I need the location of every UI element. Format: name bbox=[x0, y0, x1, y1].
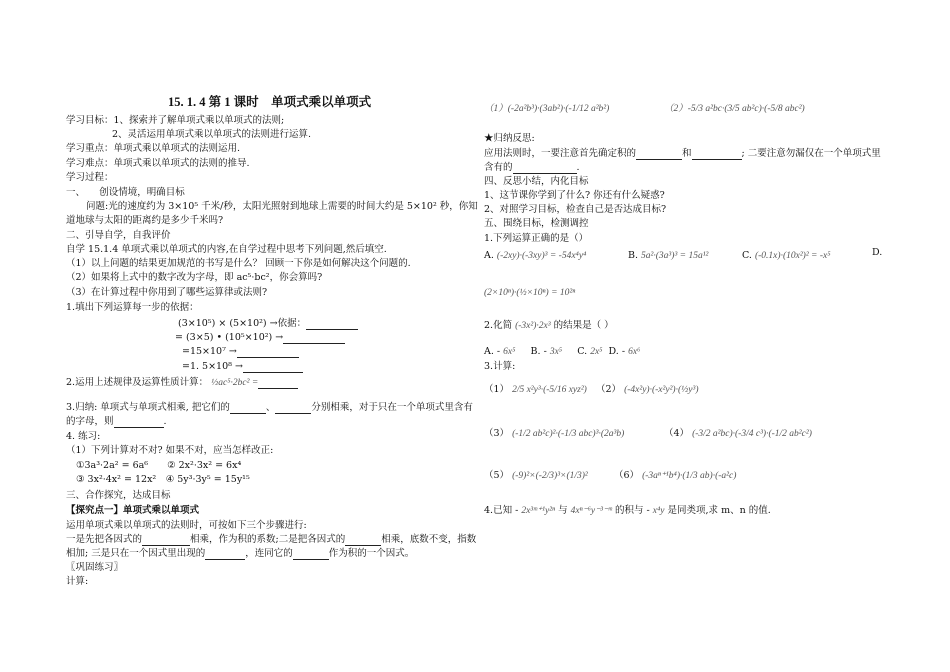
calc-3-math: (-1/2 ab²c)²·(-1/3 abc)³·(2a³b) bbox=[512, 429, 625, 439]
reflect-text-b: 和 bbox=[682, 148, 692, 159]
exercise-question: （1）下列计算对不对? 如果不对，应当怎样改正: bbox=[66, 445, 274, 456]
steps-text-a: 一是先把各因式的 bbox=[66, 534, 143, 545]
reflect-text-e: . bbox=[576, 162, 580, 173]
calc-1-math: 2/5 x²y³·(-5/16 xyz²) bbox=[512, 385, 587, 395]
calc-2-label: （2） bbox=[596, 384, 622, 395]
answer-blank[interactable] bbox=[114, 417, 164, 428]
key-point: 学习重点：单项式乘以单项式的法则运用. bbox=[66, 143, 241, 154]
example-2-math: （2）-5/3 a²bc·(3/5 ab²c)·(-5/8 abc²) bbox=[664, 104, 805, 114]
answer-blank[interactable] bbox=[243, 362, 303, 373]
calc-2 bbox=[596, 384, 699, 396]
option-d-label: D. - bbox=[608, 346, 626, 357]
answer-blank[interactable] bbox=[692, 149, 742, 160]
section-2-heading: 二、引导自学，自我评价 bbox=[66, 230, 171, 241]
option-c-label: C. bbox=[577, 346, 588, 357]
test-2-text-a: 2.化简 bbox=[484, 320, 513, 331]
calc-6 bbox=[614, 470, 736, 482]
section-1-heading: 一、 创设情境，明确目标 bbox=[66, 187, 185, 198]
step-4 bbox=[182, 361, 303, 373]
reflect-line-2 bbox=[484, 162, 580, 174]
question-3: （3）在计算过程中你用到了哪些运算律或法则? bbox=[66, 287, 268, 298]
summary-text-d: 的字母，则 bbox=[66, 416, 114, 427]
rule-calc-math: ½ac⁵·2bc² = bbox=[211, 378, 259, 388]
example-2 bbox=[664, 103, 805, 115]
example-1 bbox=[484, 103, 609, 115]
option-a-label: A. - bbox=[484, 346, 501, 357]
example-1-math: （1）(-2a²b³)·(3ab²)·(-1/12 a²b²) bbox=[484, 104, 610, 114]
option-a bbox=[484, 250, 586, 262]
option-b-math: 3x⁵ bbox=[549, 347, 563, 357]
answer-blank[interactable] bbox=[230, 403, 266, 414]
option-b-math: 5a²·(3a³)³ = 15a¹² bbox=[641, 251, 709, 261]
step-1 bbox=[178, 318, 358, 330]
calc-4 bbox=[664, 428, 812, 440]
question-2: （2）如果将上式中的数字改为字母，即 ac⁵·bc²，你会算吗? bbox=[66, 272, 323, 283]
test-1-question: 1.下列运算正确的是（） bbox=[484, 233, 589, 244]
self-study-instruction: 自学 15.1.4 单项式乘以单项式的内容,在自学过程中思考下列问题,然后填空. bbox=[66, 244, 387, 255]
summary-text-e: . bbox=[163, 416, 167, 427]
calc-1-label: （1） bbox=[484, 384, 510, 395]
answer-blank[interactable] bbox=[142, 535, 190, 546]
answer-blank[interactable] bbox=[513, 163, 577, 174]
reflect-text-a: 应用法则时，一要注意首先确定积的 bbox=[484, 148, 637, 159]
step-2 bbox=[175, 332, 345, 344]
difficulty-point: 学习难点：单项式乘以单项式的法则的推导. bbox=[66, 158, 250, 169]
page-title: 15. 1. 4 第 1 课时 单项式乘以单项式 bbox=[168, 95, 372, 109]
fill-heading: 1.填出下列运算每一步的依据： bbox=[66, 302, 199, 313]
section-3-heading: 三、合作探究，达成目标 bbox=[66, 490, 171, 501]
exercise-row-2: ③ 3x²·4x² = 12x² ④ 5y³·3y⁵ = 15y¹⁵ bbox=[76, 474, 250, 485]
calc-5-math: (-9)²×(-2/3)³×(1/3)² bbox=[512, 471, 588, 481]
option-a-math: 6x⁵ bbox=[503, 347, 516, 357]
reflect-text-d: 含有的 bbox=[484, 162, 513, 173]
answer-blank[interactable] bbox=[636, 149, 682, 160]
steps-line-1 bbox=[66, 534, 476, 546]
steps-text-e: ，连同它的 bbox=[245, 548, 293, 559]
calc-5 bbox=[484, 470, 588, 482]
step-3-text: =15×10⁷ → bbox=[182, 346, 237, 357]
answer-blank[interactable] bbox=[345, 535, 381, 546]
steps-line-2 bbox=[66, 548, 414, 560]
calc-1 bbox=[484, 384, 587, 396]
steps-text-b: 相乘，作为积的系数;二是把各因式的 bbox=[190, 534, 346, 545]
reflect-heading: ★归纳反思: bbox=[484, 133, 535, 144]
answer-blank[interactable] bbox=[205, 549, 245, 560]
problem-line-1: 问题:光的速度约为 3×10⁵ 千米/秒，太阳光照射到地球上需要的时间大约是 5×10² 秒，你知 bbox=[86, 201, 478, 212]
option-c-label: C. bbox=[742, 250, 752, 261]
answer-blank[interactable] bbox=[275, 403, 311, 414]
option-b-label: B. bbox=[628, 250, 639, 261]
step-2-text: = (3×5) • (10⁵×10²) → bbox=[175, 332, 284, 343]
rule-calc-text: 2.运用上述规律及运算性质计算： bbox=[66, 377, 209, 388]
problem-line-2: 道地球与太阳的距离约是多少千米吗? bbox=[66, 215, 224, 226]
explore-heading: 【探究点一】单项式乘以单项式 bbox=[66, 505, 200, 516]
answer-blank[interactable] bbox=[258, 378, 298, 389]
test-2-question bbox=[484, 320, 614, 332]
test-4-text-c: 的积与 - bbox=[614, 505, 650, 516]
option-b bbox=[628, 250, 708, 262]
steps-text-d: 相加; 三是只在一个因式里出现的 bbox=[66, 548, 206, 559]
calc-4-label: （4） bbox=[664, 428, 690, 439]
answer-blank[interactable] bbox=[237, 347, 299, 358]
calc-2-math: (-4x²y)·(-x²y²)·(½y³) bbox=[624, 385, 699, 395]
option-a-math: (-2xy)·(-3xy)³ = -54x⁴y⁴ bbox=[496, 251, 587, 261]
exercise-row-1: ①3a³·2a² = 6a⁶ ② 2x²·3x² = 6x⁴ bbox=[76, 460, 242, 471]
step-3 bbox=[182, 346, 299, 358]
question-1: （1）以上问题的结果更加规范的书写是什么？ 回顾一下你是如何解决这个问题的. bbox=[66, 258, 411, 269]
section-4-question-1: 1、这节课你学到了什么? 你还有什么疑惑? bbox=[484, 190, 665, 201]
steps-text-f: 作为积的一个因式。 bbox=[328, 548, 415, 559]
process-heading: 学习过程： bbox=[66, 172, 114, 183]
answer-blank[interactable] bbox=[306, 319, 358, 330]
summary-line-1 bbox=[66, 402, 473, 414]
steps-text-c: 相乘，底数不变，指数 bbox=[381, 534, 477, 545]
calc-5-label: （5） bbox=[484, 470, 510, 481]
option-a-label: A. bbox=[484, 250, 494, 261]
test-4-text-d: 是同类项,求 m、n 的值. bbox=[667, 505, 771, 516]
section-5-heading: 五、围绕目标，检测调控 bbox=[484, 218, 589, 229]
goal-2: 2、灵活运用单项式乘以单项式的法则进行运算. bbox=[112, 129, 312, 140]
calc-6-math: (-3aⁿ⁺¹b⁴)·(1/3 ab)·(-a²c) bbox=[642, 471, 737, 481]
goal-1: 学习目标：1、探索并了解单项式乘以单项式的法则; bbox=[66, 115, 285, 126]
summary-text-b: 、 bbox=[265, 402, 276, 413]
calc-6-label: （6） bbox=[614, 470, 640, 481]
reflect-line-1 bbox=[484, 148, 881, 160]
summary-text-c: 分别相乘，对于只在一个单项式里含有 bbox=[311, 402, 473, 413]
test-2-text-b: 的结果是（ ） bbox=[553, 320, 614, 331]
test-2-math: (-3x²)·2x³ bbox=[515, 321, 551, 331]
consolidate-heading: 〖巩固练习〗 bbox=[66, 562, 124, 573]
option-b-label: B. - bbox=[530, 346, 547, 357]
step-4-text: =1. 5×10⁸ → bbox=[182, 361, 243, 372]
option-d bbox=[484, 287, 575, 299]
test-4-math-1: 2x³ᵐ⁺¹y²ⁿ bbox=[521, 506, 556, 516]
use-rule-text: 运用单项式乘以单项式的法则时，可按如下三个步骤进行: bbox=[66, 520, 307, 531]
option-d-math: (2×10ⁿ)·(½×10ⁿ) = 10²ⁿ bbox=[484, 288, 576, 298]
rule-calc bbox=[66, 377, 298, 389]
calc-3 bbox=[484, 428, 624, 440]
option-c-math: (-0.1x)·(10x²)² = -x⁵ bbox=[754, 251, 831, 261]
calc-heading: 计算: bbox=[66, 576, 89, 587]
answer-blank[interactable] bbox=[283, 333, 345, 344]
test-4-math-3: x⁴y bbox=[652, 506, 665, 516]
test-4-text-a: 4.已知 - bbox=[484, 505, 519, 516]
option-c-math: 2x⁵ bbox=[590, 347, 603, 357]
step-1-text: (3×10⁵) × (5×10²) →依据： bbox=[178, 318, 307, 329]
summary-text-a: 3.归纳: 单项式与单项式相乘, 把它们的 bbox=[66, 402, 230, 413]
option-d-math: 6x⁶ bbox=[628, 347, 641, 357]
answer-blank[interactable] bbox=[293, 549, 329, 560]
exercise-heading: 4. 练习: bbox=[66, 431, 101, 442]
test-4-text-b: 与 bbox=[558, 505, 568, 516]
test-4-question bbox=[484, 505, 771, 517]
calc-4-math: (-3/2 a²bc)·(-3/4 c³)·(-1/2 ab²c²) bbox=[692, 429, 812, 439]
test-4-math-2: 4xⁿ⁻⁶y⁻³⁻ᵐ bbox=[570, 506, 612, 516]
option-c bbox=[742, 250, 831, 262]
summary-line-2 bbox=[66, 416, 167, 428]
section-4-question-2: 2、对照学习目标，检查自己是否达成目标? bbox=[484, 204, 667, 215]
test-3-heading: 3.计算: bbox=[484, 361, 516, 372]
reflect-text-c: ; 二要注意勿漏仅在一个单项式里 bbox=[741, 148, 881, 159]
section-4-heading: 四、反思小结，内化目标 bbox=[484, 176, 589, 187]
calc-3-label: （3） bbox=[484, 428, 510, 439]
test-2-options bbox=[484, 346, 640, 358]
option-d-label: D. bbox=[872, 247, 883, 258]
